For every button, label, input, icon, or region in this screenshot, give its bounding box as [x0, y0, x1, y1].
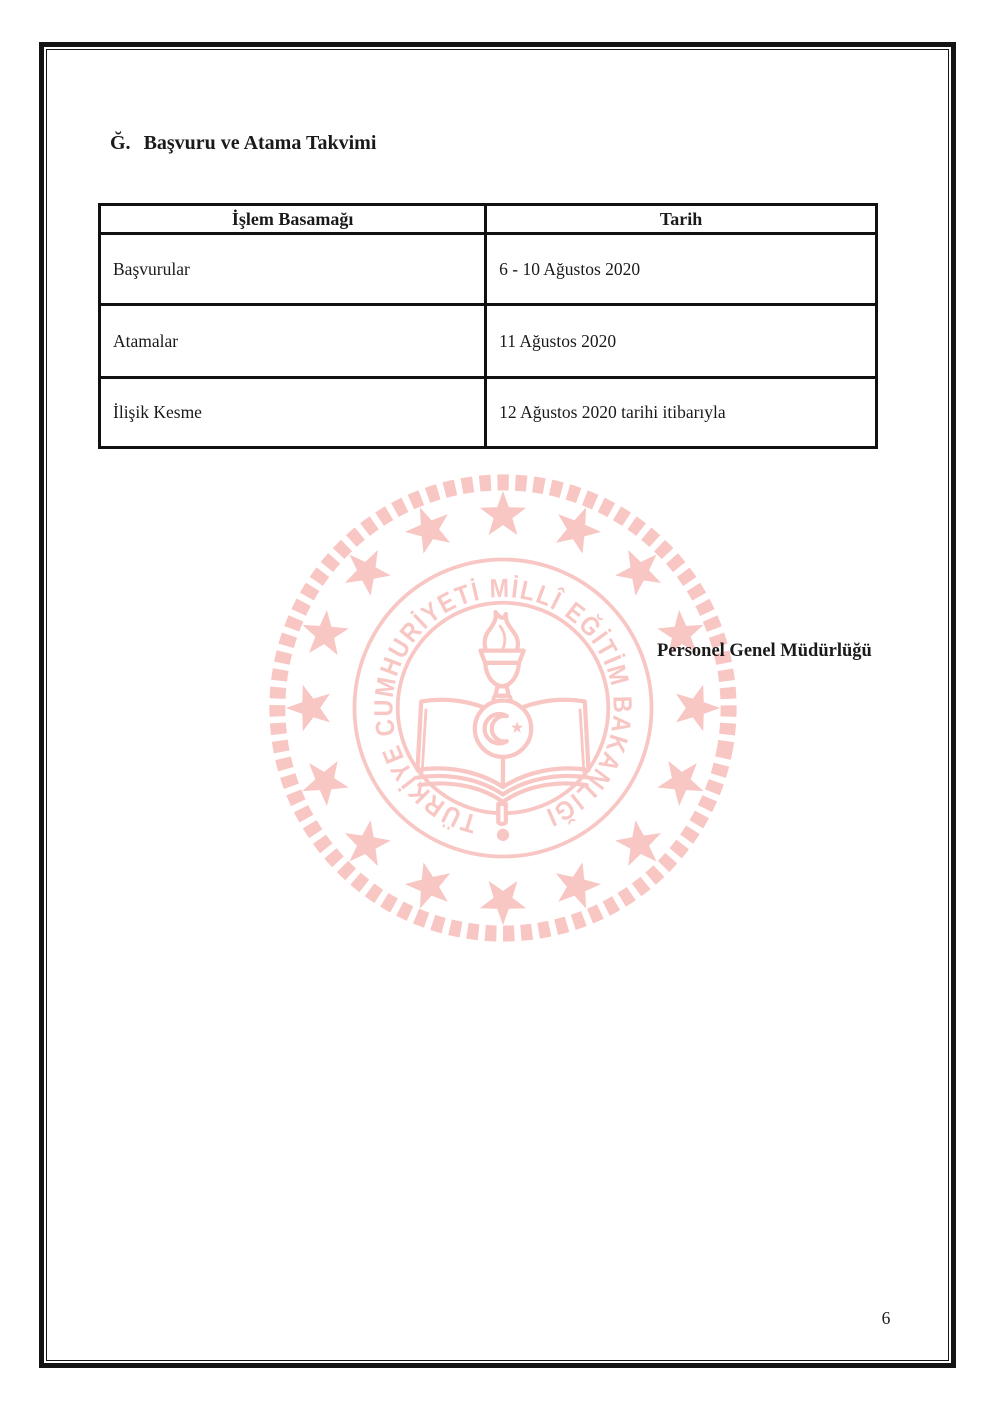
signature-line: Personel Genel Müdürlüğü: [657, 641, 872, 661]
star-icon: [480, 491, 526, 535]
step-cell: Atamalar: [100, 305, 486, 378]
star-icon: [609, 814, 673, 878]
column-header-tarih: Tarih: [486, 205, 877, 234]
star-icon: [676, 685, 720, 731]
star-icon: [286, 685, 330, 731]
step-cell: Başvurular: [100, 234, 486, 305]
step-cell: İlişik Kesme: [100, 378, 486, 448]
page-number: 6: [881, 1308, 891, 1328]
seal-circular-text: TÜRKİYE CUMHURİYETİ MİLLÎ EĞİTİM BAKANLIĞI: [368, 572, 638, 840]
ministry-seal-watermark: [268, 473, 738, 943]
date-cell: 12 Ağustos 2020 tarihi itibarıyla: [486, 378, 877, 448]
star-icon: [294, 753, 353, 813]
date-cell: 6 - 10 Ağustos 2020: [486, 234, 877, 305]
ministry-seal-svg: [268, 473, 738, 943]
section-heading: [110, 132, 376, 155]
section-heading-title: Başvuru ve Atama Takvimi: [143, 132, 377, 154]
star-icon: [480, 881, 526, 925]
date-cell: 11 Ağustos 2020: [486, 305, 877, 378]
schedule-table: [98, 203, 878, 449]
table-header-row: [100, 205, 877, 234]
section-heading-label: Ğ.: [110, 132, 131, 154]
seal-separator-dot: [497, 829, 509, 841]
crescent-star-icon: [475, 700, 531, 756]
column-header-islem-basamagi: İşlem Basamağı: [100, 205, 486, 234]
ministry-emblem: [417, 612, 588, 824]
star-icon: [398, 499, 458, 558]
star-icon: [548, 499, 608, 558]
table-row: [100, 378, 877, 448]
table-row: [100, 305, 877, 378]
table-row: [100, 234, 877, 305]
